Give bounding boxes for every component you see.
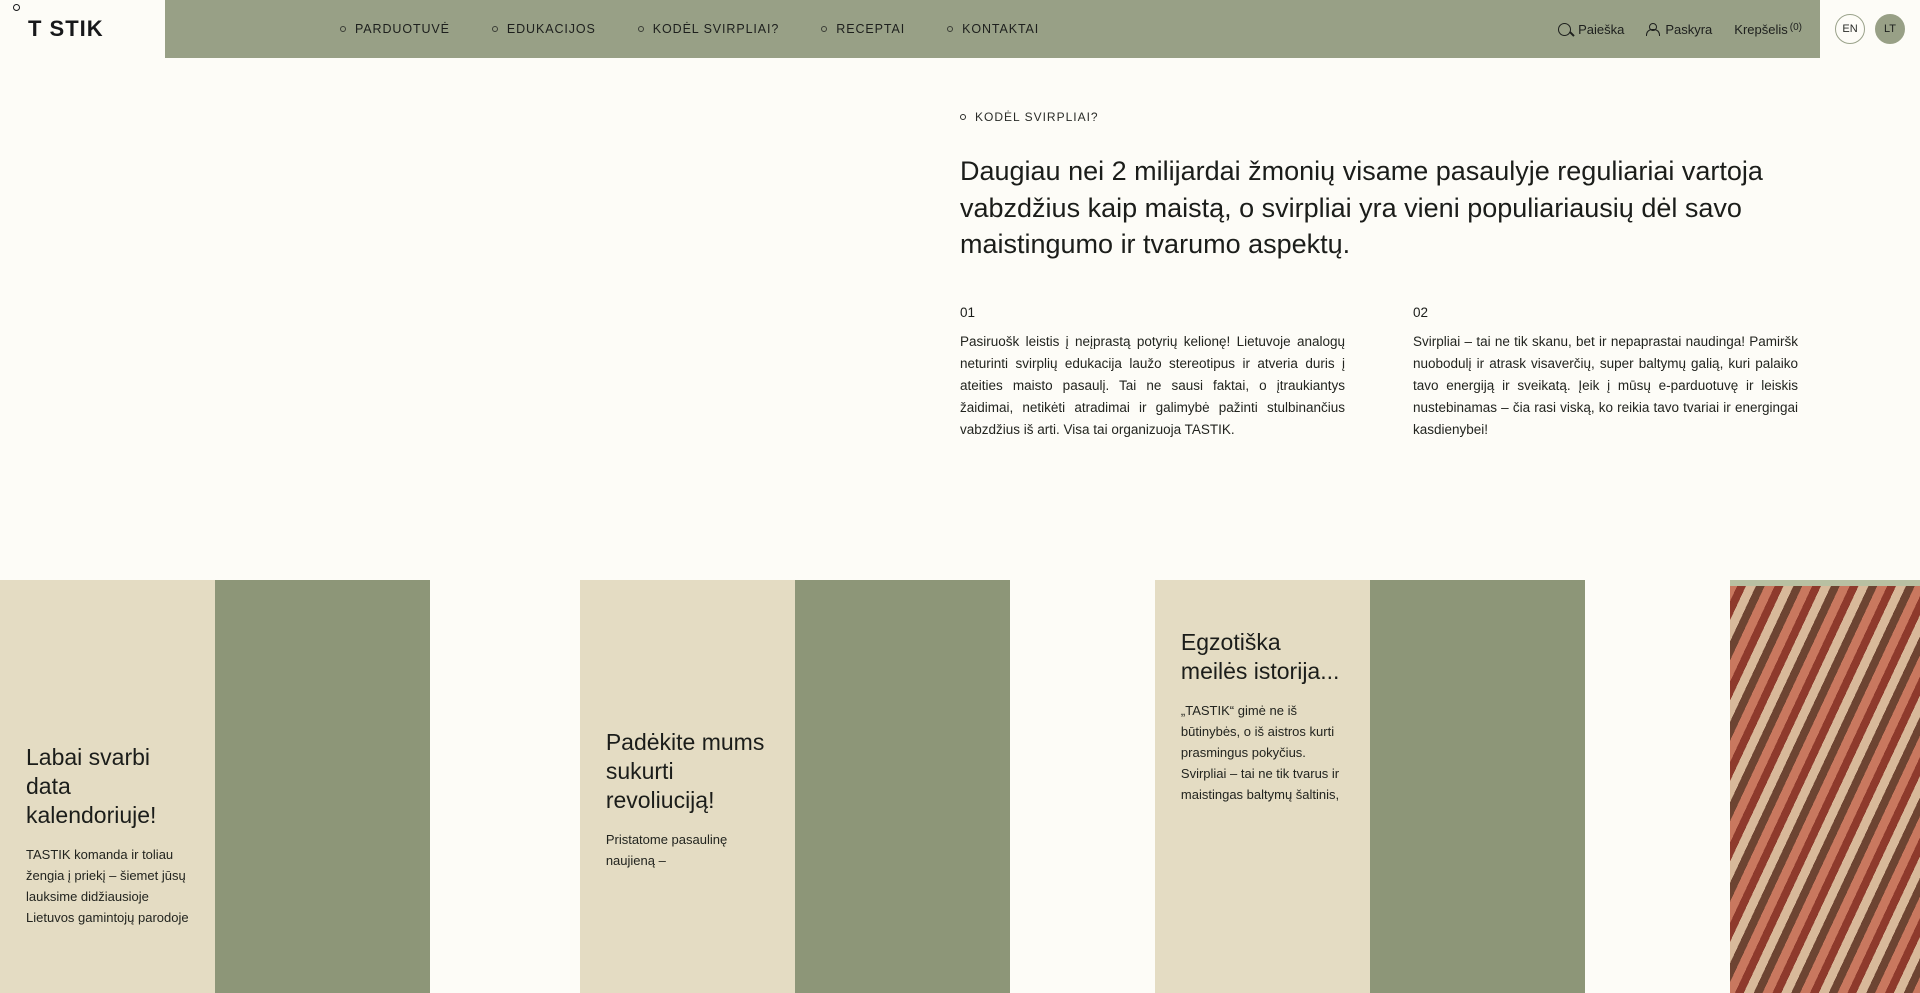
card-image: [1370, 580, 1585, 993]
cart-count: (0): [1789, 21, 1802, 33]
logo-text: T STIK: [28, 16, 104, 41]
user-icon: [1646, 23, 1658, 36]
eyebrow-label: KODĖL SVIRPLIAI?: [975, 110, 1099, 124]
logo-dot-icon: [13, 4, 20, 11]
card-title: Labai svarbi data kalendoriuje!: [26, 744, 157, 828]
bullet-icon: [492, 26, 498, 32]
intro-section: [0, 58, 1920, 440]
intro-columns: [960, 305, 1855, 440]
account-label: Paskyra: [1665, 21, 1713, 37]
nav-label: PARDUOTUVĖ: [355, 22, 450, 36]
search-icon: [1558, 23, 1571, 36]
card-title: Egzotiška meilės istorija...: [1180, 629, 1340, 684]
column-number: 02: [1413, 305, 1429, 321]
account-button[interactable]: [1646, 22, 1712, 37]
intro-column-01: [960, 305, 1345, 440]
lang-button-lt[interactable]: LT: [1875, 14, 1905, 44]
cards-row: [0, 580, 1920, 993]
card-egzotiska-meiles-istorija[interactable]: [1155, 580, 1585, 993]
column-body: Pasiruošk leistis į neįprastą potyrių kelionę! Lietuvoje analogų neturinti svirplių edukacija laužo stereotipus ir atveria duris į ateities maisto pasaulį. Tai ne sausi faktai, o įtraukiantys žaidimai, netikėti atradimai ir galimybė pažinti stulbinančius vabzdžius iš arti. Visa tai organizuoja TASTIK.: [960, 334, 1345, 437]
cart-button[interactable]: [1734, 22, 1802, 37]
row-spacer: [1010, 580, 1155, 993]
column-number: 01: [960, 305, 976, 321]
site-header: [0, 0, 1920, 58]
row-spacer: [430, 580, 580, 993]
card-body: Pristatome pasaulinę naujieną –: [605, 831, 728, 868]
language-switcher: [1820, 0, 1920, 58]
card-text: [1155, 580, 1370, 993]
nav-item-kodel-svirpliai[interactable]: [638, 22, 780, 36]
nav-label: EDUKACIJOS: [506, 22, 596, 36]
card-title: Padėkite mums sukurti revoliuciją!: [605, 729, 765, 813]
page-title: Daugiau nei 2 milijardai žmonių visame pasaulyje reguliariai vartoja vabzdžius kaip maistą, o svirpliai yra vieni populiariausių dėl savo maistingumo ir tvarumo aspektų.: [960, 156, 1763, 260]
main-navigation: [165, 0, 1558, 58]
intro-column-02: [1413, 305, 1798, 440]
card-padekite-mums[interactable]: [580, 580, 1010, 993]
card-image: [795, 580, 1010, 993]
column-body: Svirpliai – tai ne tik skanu, bet ir nepaprastai naudinga! Pamiršk nuobodulį ir atrask visaverčių, super baltymų galią, kuri palaiko tavo energiją ir sveikatą. Įeik į mūsų e-parduotuvę ir leiskis nustebinamas – čia rasi viską, ko reikia tavo tvariai ir energingai kasdienybei!: [1413, 334, 1798, 437]
nav-label: KODĖL SVIRPLIAI?: [652, 22, 780, 36]
bullet-icon: [340, 26, 346, 32]
card-labai-svarbi-data[interactable]: [0, 580, 430, 993]
search-button[interactable]: [1558, 22, 1624, 37]
bullet-icon: [821, 26, 827, 32]
nav-item-edukacijos[interactable]: [492, 22, 596, 36]
card-photo-partial[interactable]: [1730, 580, 1920, 993]
card-body: TASTIK komanda ir toliau žengia į priekį – šiemet jūsų lauksime didžiausioje Lietuvos gamintojų parodoje: [26, 846, 189, 926]
nav-item-parduotuve[interactable]: [340, 22, 450, 36]
card-text: [0, 580, 215, 993]
bullet-icon: [638, 26, 644, 32]
header-utilities: [1558, 0, 1820, 58]
nav-item-kontaktai[interactable]: [947, 22, 1039, 36]
search-label: Paieška: [1578, 21, 1625, 37]
nav-label: KONTAKTAI: [962, 22, 1040, 36]
nav-item-receptai[interactable]: [821, 22, 905, 36]
card-text: [580, 580, 795, 993]
row-spacer: [1585, 580, 1730, 993]
bullet-icon: [947, 26, 953, 32]
logo[interactable]: [0, 0, 165, 58]
card-image: [1730, 580, 1920, 993]
card-body: „TASTIK“ gimė ne iš būtinybės, o iš aistros kurti prasmingus pokyčius. Svirpliai – tai ne tik tvarus ir maistingas baltymų šaltinis,: [1180, 702, 1340, 803]
section-eyebrow: [960, 110, 1855, 124]
card-image: [215, 580, 430, 993]
lang-button-en[interactable]: EN: [1835, 14, 1865, 44]
nav-label: RECEPTAI: [836, 22, 906, 36]
bullet-icon: [960, 114, 966, 120]
cart-label: Krepšelis: [1734, 21, 1788, 37]
